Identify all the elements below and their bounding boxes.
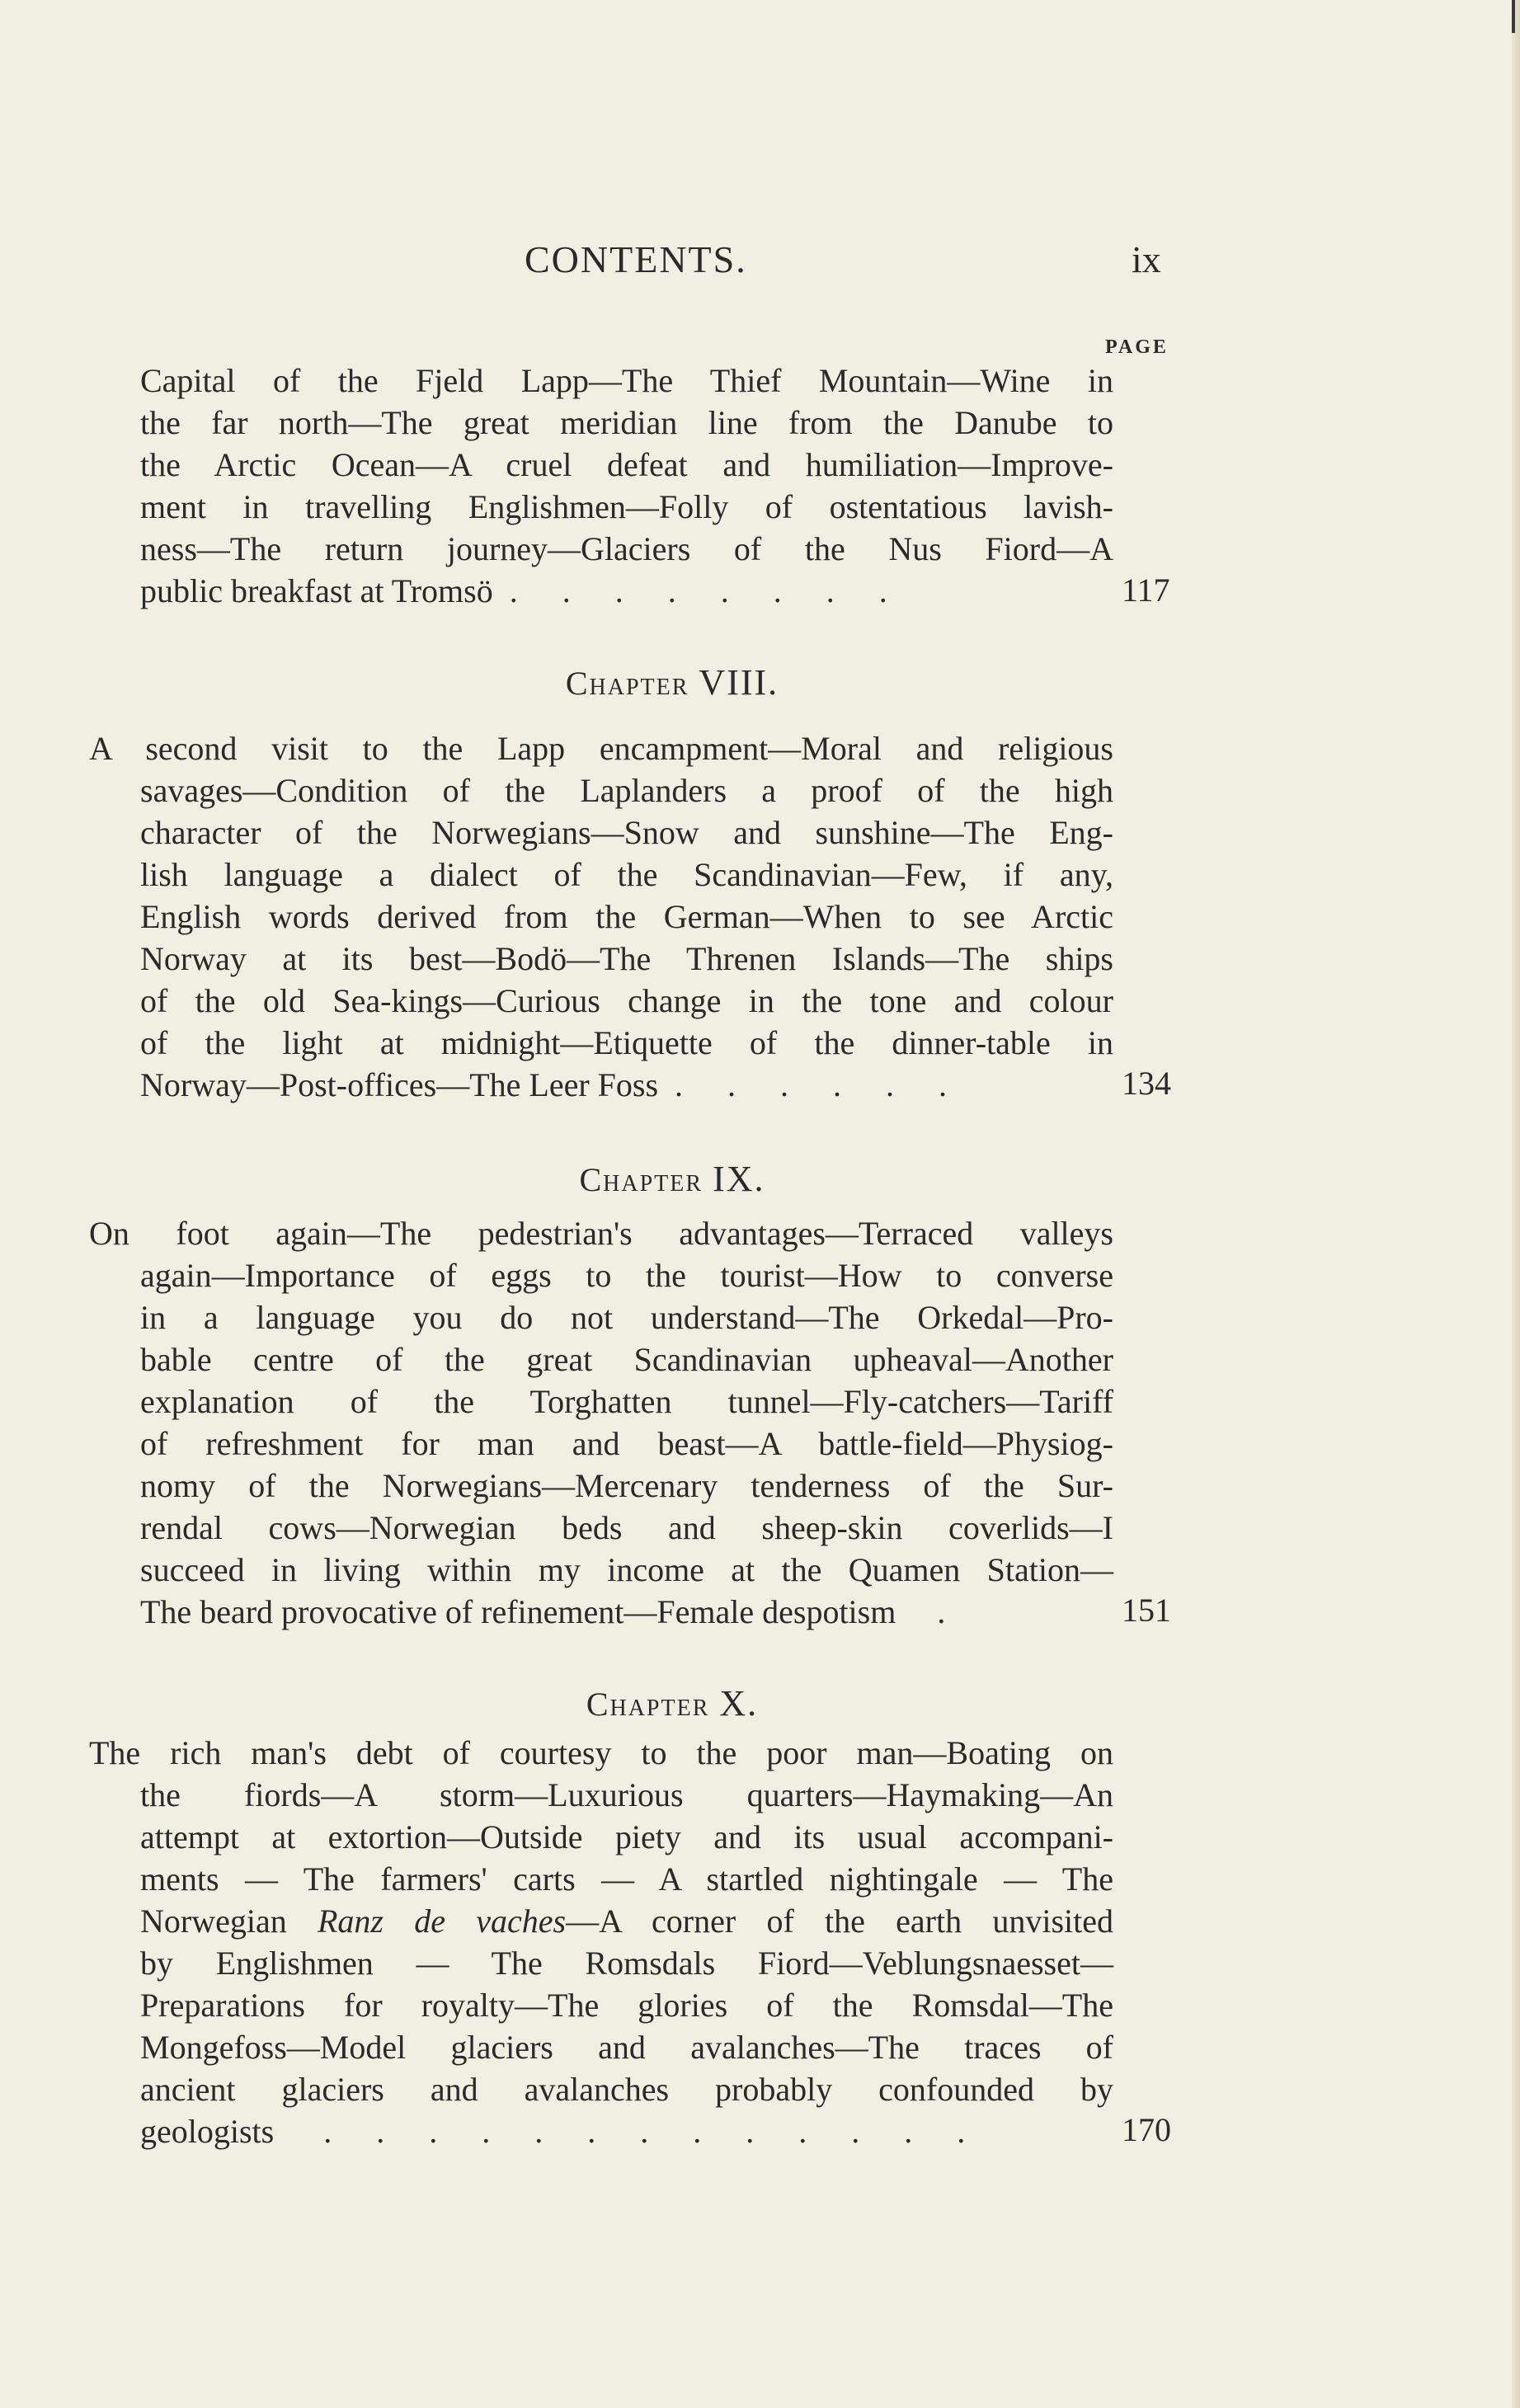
toc-entry-line: nomy of the Norwegians—Mercenary tenderness of the Sur- [140, 1467, 1113, 1504]
toc-entry-line: ment in travelling Englishmen—Folly of ostentatious lavish- [140, 488, 1113, 525]
toc-entry-line: explanation of the Torghatten tunnel—Fly-catchers—Tariff [140, 1383, 1113, 1420]
toc-entry-line: Capital of the Fjeld Lapp—The Thief Mountain—Wine in [140, 362, 1113, 399]
toc-entry-line: attempt at extortion—Outside piety and its usual accompani- [140, 1818, 1113, 1855]
toc-entry-line: ness—The return journey—Glaciers of the Nus Fiord—A [140, 530, 1113, 567]
chapter-word: Chapter [586, 1686, 710, 1723]
toc-entry-line: the far north—The great meridian line from the Danube to [140, 404, 1113, 441]
toc-entry-line: savages—Condition of the Laplanders a proof of the high [140, 772, 1113, 809]
toc-entry-line [140, 1064, 1113, 1106]
chapter-number: X. [719, 1683, 759, 1724]
toc-entry-line-text: public breakfast at Tromsö [140, 572, 493, 609]
toc-entry-line [140, 1591, 1113, 1633]
toc-page-ref: 134 [1122, 1065, 1171, 1102]
toc-entry-line: ancient glaciers and avalanches probably confounded by [140, 2071, 1113, 2108]
chapter-heading [0, 1682, 1344, 1724]
toc-entry-line: in a language you do not understand—The Orkedal—Pro- [140, 1299, 1113, 1336]
toc-entry-line: the fiords—A storm—Luxurious quarters—Haymaking—An [140, 1776, 1113, 1813]
toc-page-ref: 117 [1122, 571, 1170, 609]
toc-entry-line: rendal cows—Norwegian beds and sheep-skin coverlids—I [140, 1509, 1113, 1546]
toc-entry-line: of the old Sea-kings—Curious change in the tone and colour [140, 982, 1113, 1019]
toc-entry-line: succeed in living within my income at the Quamen Station— [140, 1551, 1113, 1588]
toc-page-ref: 170 [1122, 2111, 1171, 2148]
page-edge [1512, 0, 1520, 2408]
italic-phrase: Ranz de vaches [317, 1902, 567, 1940]
toc-entry-line: the Arctic Ocean—A cruel defeat and humiliation—Improve- [140, 446, 1113, 483]
toc-entry-line: ments — The farmers' carts — A startled nightingale — The [140, 1860, 1113, 1898]
toc-entry-line: lish language a dialect of the Scandinavian—Few, if any, [140, 856, 1113, 893]
toc-entry-line: The rich man's debt of courtesy to the poor man—Boating on [89, 1734, 1113, 1771]
toc-entry [89, 1732, 1113, 2152]
page-edge-mark [1512, 0, 1515, 33]
chapter-number: IX. [713, 1159, 765, 1199]
page-column-label: PAGE [1105, 336, 1169, 358]
toc-entry-line: character of the Norwegians—Snow and sunshine—The Eng- [140, 814, 1113, 851]
toc-entry [89, 1212, 1113, 1633]
toc-entry-line: of refreshment for man and beast—A battle-field—Physiog- [140, 1425, 1113, 1462]
toc-entry-line [140, 2110, 1113, 2152]
chapter-heading [0, 1158, 1344, 1200]
toc-entry-line-text: —A corner of the earth unvisited [566, 1902, 1113, 1940]
dot-leaders: . [937, 1593, 964, 1630]
toc-entry-line-text: Norwegian [140, 1902, 318, 1940]
dot-leaders: . . . . . . . . . . . . . [323, 2113, 984, 2150]
chapter-word: Chapter [565, 665, 689, 702]
toc-entry-line: bable centre of the great Scandinavian upheaval—Another [140, 1341, 1113, 1378]
dot-leaders: . . . . . . [675, 1066, 966, 1103]
toc-entry-line: by Englishmen — The Romsdals Fiord—Veblungsnaesset— [140, 1945, 1113, 1982]
toc-entry-line-text: Norway—Post-offices—The Leer Foss [140, 1066, 659, 1103]
toc-entry-line: of the light at midnight—Etiquette of the dinner-table in [140, 1024, 1113, 1061]
running-title: CONTENTS. [525, 238, 747, 280]
toc-page-ref: 151 [1122, 1592, 1171, 1629]
running-head [0, 238, 1520, 287]
toc-entry-line: Preparations for royalty—The glories of the Romsdal—The [140, 1987, 1113, 2024]
chapter-number: VIII. [699, 662, 779, 703]
toc-entry-line: again—Importance of eggs to the tourist—How to converse [140, 1257, 1113, 1294]
toc-entry-line: English words derived from the German—When to see Arctic [140, 898, 1113, 935]
chapter-word: Chapter [579, 1161, 704, 1198]
toc-entry-continuation [140, 360, 1113, 612]
page-number: ix [1132, 238, 1161, 280]
toc-entry-line: Norway at its best—Bodö—The Threnen Islands—The ships [140, 940, 1113, 977]
dot-leaders: . . . . . . . . [509, 572, 906, 609]
toc-entry [89, 727, 1113, 1106]
toc-entry-line [140, 570, 1113, 612]
toc-entry-line: A second visit to the Lapp encampment—Moral and religious [89, 730, 1113, 767]
toc-entry-line: On foot again—The pedestrian's advantages—Terraced valleys [89, 1215, 1113, 1252]
chapter-heading [0, 661, 1344, 703]
toc-entry-line-text: The beard provocative of refinement—Female despotism [140, 1593, 896, 1630]
toc-entry-line-text: geologists [140, 2113, 275, 2150]
toc-entry-line [140, 1900, 1113, 1942]
toc-entry-line: Mongefoss—Model glaciers and avalanches—The traces of [140, 2029, 1113, 2066]
